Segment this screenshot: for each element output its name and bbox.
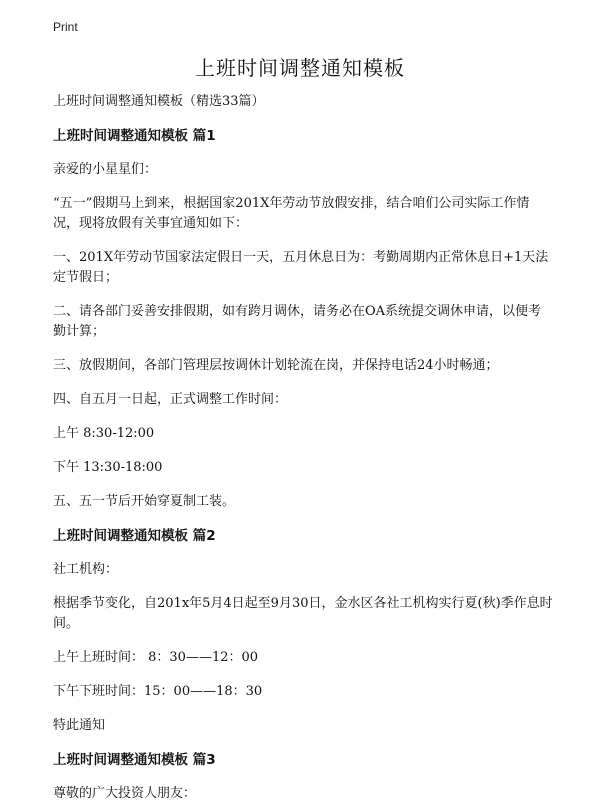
paragraph: 上午 8:30-12:00: [53, 426, 155, 441]
paragraph: 上午上班时间： 8：30——12：00: [53, 650, 259, 665]
document-intro: 上班时间调整通知模板（精选33篇）: [53, 94, 265, 109]
paragraph: 五、五一节后开始穿夏制工装。: [53, 494, 236, 509]
paragraph: 三、放假期间，各部门管理层按调休计划轮流在岗，并保持电话24小时畅通；: [53, 358, 499, 373]
paragraph: 根据季节变化，自201x年5月4日起至9月30日，金水区各社工机构实行夏(秋)季作息时间。: [53, 596, 553, 631]
paragraph: “五一”假期马上到来，根据国家201X年劳动节放假安排，结合咱们公司实际工作情况，现将放假有关事宜通知如下：: [53, 196, 530, 231]
paragraph: 尊敬的广大投资人朋友：: [53, 786, 197, 801]
section-heading-1: 上班时间调整通知模板 篇1: [53, 128, 216, 144]
section-heading-2: 上班时间调整通知模板 篇2: [53, 528, 216, 544]
paragraph: 下午 13:30-18:00: [53, 460, 163, 475]
paragraph: 一、201X年劳动节国家法定假日一天，五月休息日为：考勤周期内正常休息日+1天法定节假日；: [53, 250, 549, 285]
paragraph: 社工机构：: [53, 562, 119, 577]
document-title: 上班时间调整通知模板: [195, 56, 405, 80]
paragraph: 四、自五月一日起，正式调整工作时间：: [53, 392, 288, 407]
paragraph: 特此通知: [53, 718, 106, 733]
section-heading-3: 上班时间调整通知模板 篇3: [53, 752, 216, 768]
document-body: [53, 92, 553, 804]
paragraph: 二、请各部门妥善安排假期，如有跨月调休，请务必在OA系统提交调休申请，以便考勤计算；: [53, 304, 542, 339]
paragraph: 亲爱的小星星们：: [53, 162, 158, 177]
print-link[interactable]: Print: [53, 20, 78, 34]
paragraph: 下午下班时间：15：00——18：30: [53, 684, 263, 699]
